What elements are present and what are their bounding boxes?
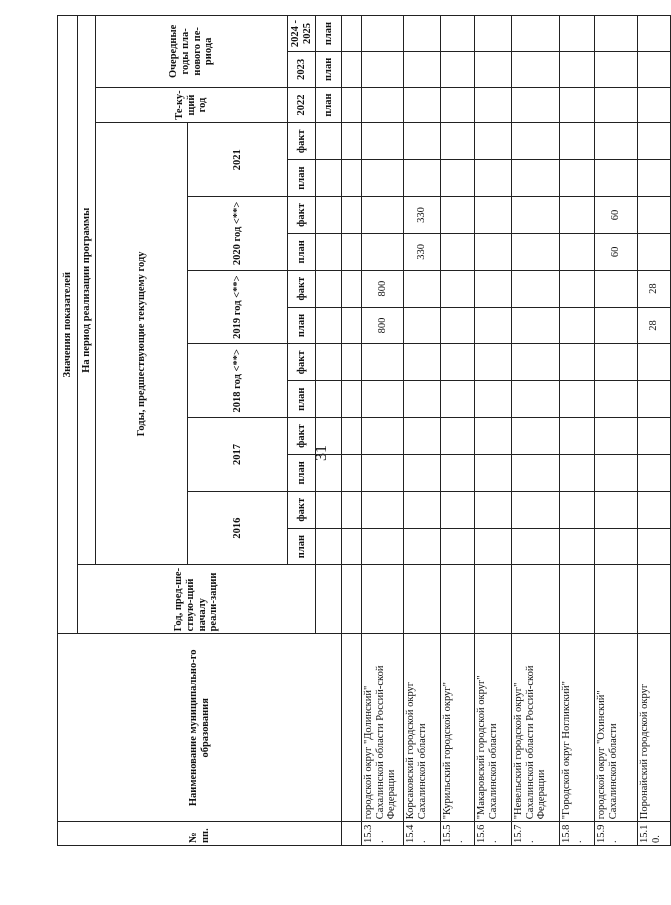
value-cell — [595, 491, 638, 528]
table-row — [362, 16, 404, 846]
table-row — [638, 16, 671, 846]
value-cell — [441, 528, 475, 565]
value-cell — [595, 381, 638, 418]
page-number: 31 — [313, 445, 330, 461]
value-cell — [475, 52, 512, 88]
header-blank — [316, 233, 342, 270]
value-cell — [638, 381, 671, 418]
municipality-name: городской округ "Охинский" Сахалинской области — [595, 634, 638, 822]
prev-year-cell — [560, 565, 595, 634]
header-fact: факт — [288, 197, 316, 234]
value-cell — [475, 197, 512, 234]
value-cell — [475, 160, 512, 197]
value-cell — [475, 454, 512, 491]
value-cell — [638, 418, 671, 455]
header-planning: Очередные годы пла-нового пе-риода — [96, 16, 288, 88]
value-cell — [638, 52, 671, 88]
header-name: Наименование муниципально-го образования — [58, 634, 342, 822]
value-cell — [475, 16, 512, 52]
value-cell — [441, 491, 475, 528]
municipality-name: городской округ "Долинский" Сахалинской области Россий-ской Федерации — [362, 634, 404, 822]
header-year-2023: 2023 — [288, 52, 316, 88]
value-cell: 330 — [404, 197, 441, 234]
value-cell — [595, 454, 638, 491]
prev-year-cell — [638, 565, 671, 634]
value-cell — [362, 87, 404, 123]
header-fact: факт — [288, 123, 316, 160]
value-cell — [404, 418, 441, 455]
value-cell — [404, 381, 441, 418]
value-cell — [512, 418, 560, 455]
header-blank — [316, 344, 342, 381]
value-cell — [595, 160, 638, 197]
header-period: На период реализации программы — [78, 16, 96, 565]
header-plan: план — [316, 52, 342, 88]
header-blank — [316, 270, 342, 307]
municipality-name: Корсаковский городской округ Сахалинской области — [404, 634, 441, 822]
header-year-2017: 2017 — [188, 418, 288, 492]
value-cell — [404, 87, 441, 123]
value-cell — [362, 233, 404, 270]
value-cell — [362, 344, 404, 381]
value-cell — [362, 381, 404, 418]
value-cell — [404, 16, 441, 52]
header-blank — [316, 160, 342, 197]
value-cell — [362, 528, 404, 565]
value-cell — [404, 270, 441, 307]
header-blank — [316, 528, 342, 565]
prev-year-cell — [404, 565, 441, 634]
value-cell — [475, 418, 512, 455]
header-fact: факт — [288, 270, 316, 307]
value-cell — [404, 528, 441, 565]
value-cell — [441, 344, 475, 381]
header-blank — [316, 418, 342, 455]
value-cell — [512, 491, 560, 528]
header-blank — [316, 454, 342, 491]
header-blank — [316, 307, 342, 344]
value-cell: 330 — [404, 233, 441, 270]
value-cell: 28 — [638, 307, 671, 344]
header-year-2019: 2019 год <**> — [188, 270, 288, 344]
value-cell — [404, 52, 441, 88]
value-cell — [560, 454, 595, 491]
value-cell — [512, 233, 560, 270]
value-cell: 60 — [595, 233, 638, 270]
header-prev-year: Год, пред-ше-ствую-щий началу реали-зации — [78, 565, 316, 634]
value-cell — [595, 528, 638, 565]
prev-year-cell — [362, 565, 404, 634]
value-cell — [595, 52, 638, 88]
value-cell — [404, 123, 441, 160]
table-row — [404, 16, 441, 846]
value-cell — [512, 344, 560, 381]
header-year-2018: 2018 год <**> — [188, 344, 288, 418]
row-number: 15.3 . — [362, 822, 404, 846]
value-cell: 800 — [362, 270, 404, 307]
value-cell — [512, 87, 560, 123]
header-blank — [316, 381, 342, 418]
value-cell — [560, 381, 595, 418]
value-cell — [362, 197, 404, 234]
value-cell — [475, 87, 512, 123]
header-plan: план — [288, 160, 316, 197]
table-row — [475, 16, 512, 846]
header-blank — [316, 123, 342, 160]
value-cell — [560, 87, 595, 123]
value-cell — [404, 454, 441, 491]
header-num: № пп. — [58, 822, 342, 846]
value-cell — [441, 87, 475, 123]
value-cell — [560, 16, 595, 52]
header-plan: план — [288, 454, 316, 491]
value-cell — [595, 123, 638, 160]
value-cell — [512, 454, 560, 491]
row-number: 15.9 . — [595, 822, 638, 846]
value-cell — [475, 270, 512, 307]
value-cell — [475, 344, 512, 381]
value-cell — [441, 160, 475, 197]
value-cell — [362, 123, 404, 160]
value-cell — [441, 233, 475, 270]
table-body — [342, 16, 671, 846]
value-cell — [475, 381, 512, 418]
row-number: 15.8 . — [560, 822, 595, 846]
value-cell — [560, 52, 595, 88]
value-cell — [595, 16, 638, 52]
value-cell — [638, 16, 671, 52]
value-cell — [512, 197, 560, 234]
value-cell: 800 — [362, 307, 404, 344]
value-cell — [595, 307, 638, 344]
row-number: 15.4 . — [404, 822, 441, 846]
header-plan: план — [288, 307, 316, 344]
header-year-2024: 2024 - 2025 — [288, 16, 316, 52]
value-cell — [512, 381, 560, 418]
value-cell — [441, 418, 475, 455]
value-cell — [475, 528, 512, 565]
header-plan: план — [288, 233, 316, 270]
header-blank — [316, 491, 342, 528]
table-row — [512, 16, 560, 846]
value-cell — [560, 197, 595, 234]
value-cell — [441, 123, 475, 160]
value-cell — [441, 16, 475, 52]
value-cell — [560, 123, 595, 160]
value-cell — [362, 52, 404, 88]
value-cell: 28 — [638, 270, 671, 307]
value-cell — [560, 491, 595, 528]
value-cell — [475, 233, 512, 270]
value-cell — [362, 160, 404, 197]
indicator-table — [57, 15, 671, 846]
header-plan: план — [288, 528, 316, 565]
header-fact: факт — [288, 491, 316, 528]
municipality-name: "Невельский городской округ" Сахалинской области Россий-ской Федерации — [512, 634, 560, 822]
header-plan: план — [316, 16, 342, 52]
municipality-name: Поронайский городской округ — [638, 634, 671, 822]
header-plan: план — [288, 381, 316, 418]
value-cell — [441, 381, 475, 418]
header-blank — [316, 565, 342, 634]
value-cell — [441, 197, 475, 234]
row-number: 15.1 0. — [638, 822, 671, 846]
row-number: 15.5 . — [441, 822, 475, 846]
value-cell — [362, 418, 404, 455]
table-row — [595, 16, 638, 846]
row-number: 15.6 . — [475, 822, 512, 846]
value-cell — [475, 123, 512, 160]
municipality-name: "Макаровский городской округ" Сахалинской области — [475, 634, 512, 822]
value-cell — [362, 491, 404, 528]
header-years-prior: Годы, предшествующие текущему году — [96, 123, 188, 565]
value-cell — [441, 307, 475, 344]
value-cell — [595, 270, 638, 307]
value-cell — [560, 344, 595, 381]
value-cell — [512, 307, 560, 344]
value-cell — [512, 160, 560, 197]
value-cell — [560, 160, 595, 197]
value-cell — [475, 307, 512, 344]
value-cell — [638, 160, 671, 197]
prev-year-cell — [512, 565, 560, 634]
value-cell — [512, 16, 560, 52]
value-cell — [441, 52, 475, 88]
prev-year-cell — [595, 565, 638, 634]
value-cell — [560, 528, 595, 565]
value-cell — [638, 344, 671, 381]
header-year-2020: 2020 год <**> — [188, 197, 288, 271]
value-cell — [362, 16, 404, 52]
municipality-name: "Курильский городской округ" — [441, 634, 475, 822]
value-cell — [638, 87, 671, 123]
prev-year-cell — [475, 565, 512, 634]
table-row — [560, 16, 595, 846]
value-cell — [560, 233, 595, 270]
table-row — [441, 16, 475, 846]
value-cell — [638, 233, 671, 270]
value-cell — [441, 454, 475, 491]
value-cell — [638, 123, 671, 160]
header-fact: факт — [288, 344, 316, 381]
value-cell — [560, 270, 595, 307]
header-year-2021: 2021 — [188, 123, 288, 197]
value-cell — [512, 123, 560, 160]
value-cell — [595, 418, 638, 455]
value-cell — [560, 307, 595, 344]
header-values: Значения показателей — [58, 16, 78, 634]
value-cell — [638, 197, 671, 234]
row-number: 15.7 . — [512, 822, 560, 846]
value-cell — [638, 528, 671, 565]
header-fact: факт — [288, 418, 316, 455]
value-cell — [404, 160, 441, 197]
prev-year-cell — [441, 565, 475, 634]
header-current: Те-ку-щий год — [96, 87, 288, 123]
value-cell — [512, 52, 560, 88]
value-cell: 60 — [595, 197, 638, 234]
value-cell — [362, 454, 404, 491]
value-cell — [595, 87, 638, 123]
table-row-blank — [342, 16, 362, 846]
header-plan: план — [316, 87, 342, 123]
value-cell — [404, 307, 441, 344]
header-blank — [316, 197, 342, 234]
value-cell — [404, 344, 441, 381]
value-cell — [512, 528, 560, 565]
value-cell — [638, 491, 671, 528]
value-cell — [441, 270, 475, 307]
value-cell — [595, 344, 638, 381]
municipality-name: "Городской округ Ногликский" — [560, 634, 595, 822]
rotated-table-wrapper — [57, 15, 662, 846]
value-cell — [475, 491, 512, 528]
value-cell — [404, 491, 441, 528]
header-year-2016: 2016 — [188, 491, 288, 565]
value-cell — [512, 270, 560, 307]
header-year-2022: 2022 — [288, 87, 316, 123]
value-cell — [560, 418, 595, 455]
value-cell — [638, 454, 671, 491]
